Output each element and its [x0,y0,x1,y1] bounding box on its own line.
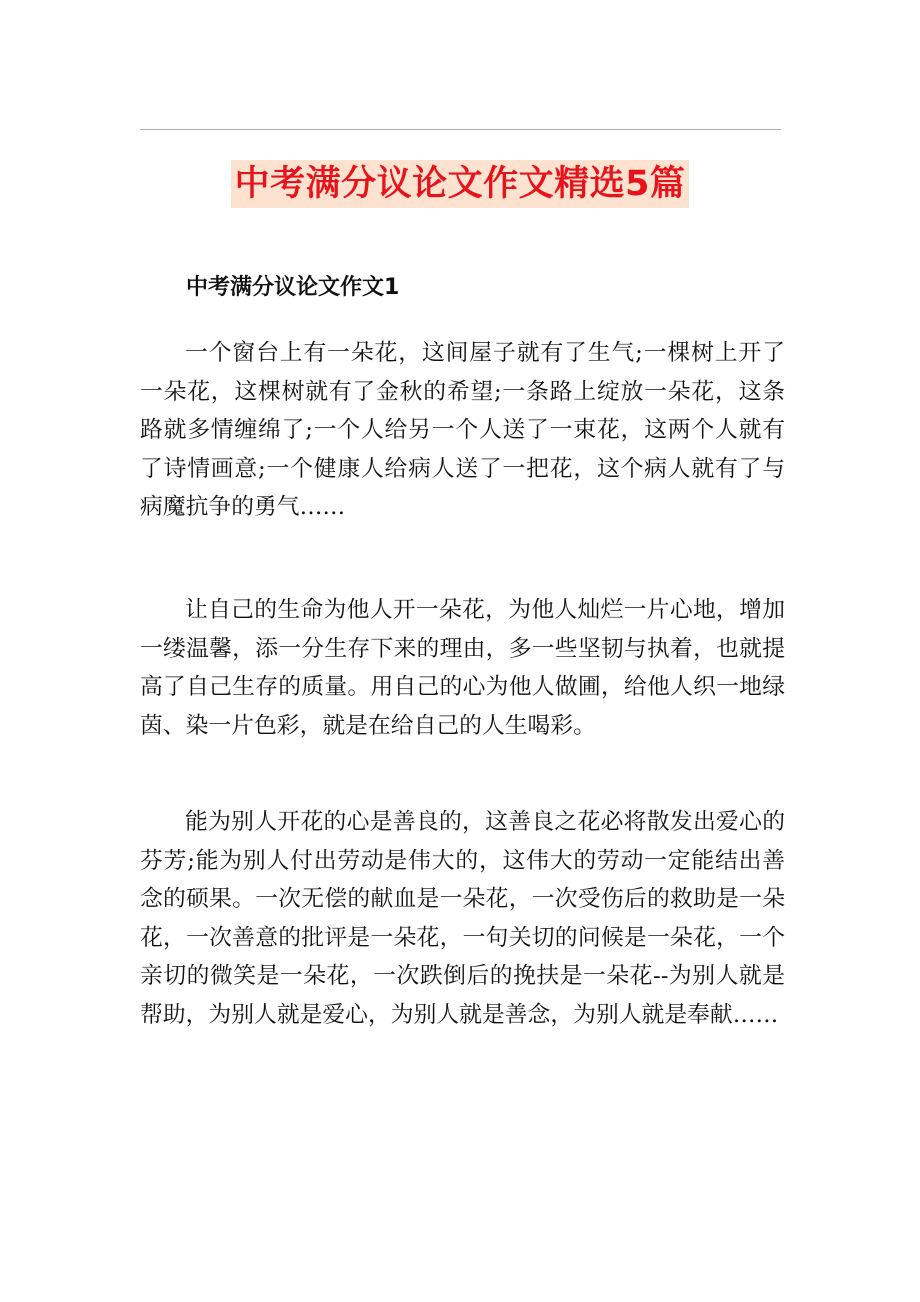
document-title: 中考满分议论文作文精选5篇 [231,160,690,208]
section-heading: 中考满分议论文作文1 [186,275,400,300]
paragraph-3: 能为别人开花的心是善良的，这善良之花必将散发出爱心的芬芳;能为别人付出劳动是伟大的，这伟大的劳动一定能结出善念的硕果。一次无偿的献血是一朵花，一次受伤后的救助是一朵花，一次善意的批评是一朵花，一句关切的问候是一朵花，一个亲切的微笑是一朵花，一次跌倒后的挽扶是一朵花--为别人就是帮助，为别人就是爱心，为别人就是善念，为别人就是奉献…… [140,809,785,1028]
title-container [0,160,920,208]
paragraph-2: 让自己的生命为他人开一朵花，为他人灿烂一片心地，增加一缕温馨，添一分生存下来的理由，多一些坚韧与执着，也就提高了自己生存的质量。用自己的心为他人做圃，给他人织一地绿茵、染一片色彩，就是在给自己的人生喝彩。 [140,597,785,739]
paragraph-1: 一个窗台上有一朵花，这间屋子就有了生气;一棵树上开了一朵花，这棵树就有了金秋的希望;一条路上绽放一朵花，这条路就多情缠绵了;一个人给另一个人送了一束花，这两个人就有了诗情画意;一个健康人给病人送了一把花，这个病人就有了与病魔抗争的勇气…… [140,340,785,521]
header-rule [140,129,781,130]
